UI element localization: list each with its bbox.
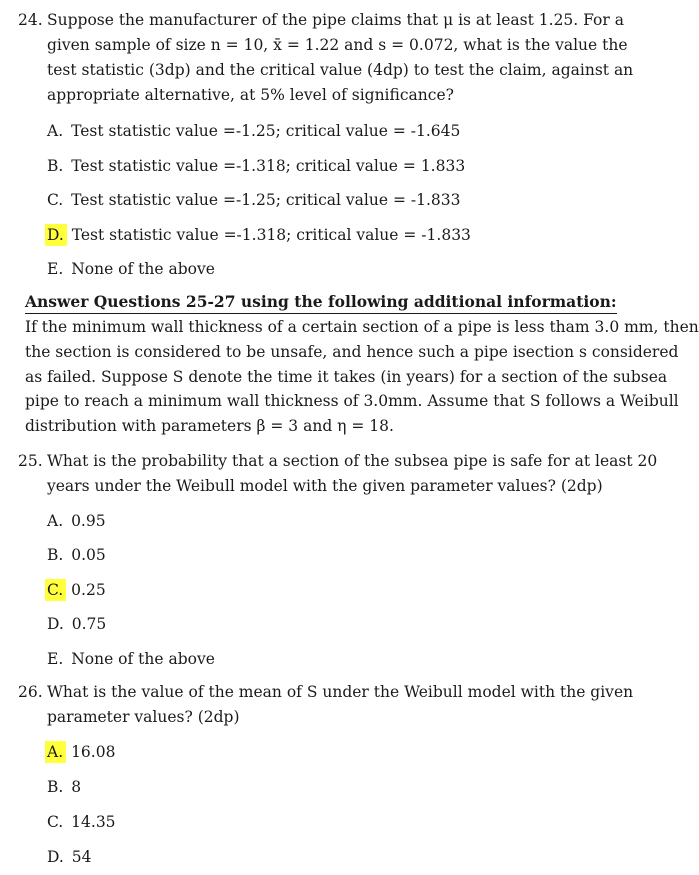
option-text: Test statistic value =-1.25; critical value = -1.833	[71, 191, 461, 209]
option-label: B.	[47, 778, 64, 796]
option-label: B.	[47, 546, 64, 564]
info-text-line: If the minimum wall thickness of a certain section of a pipe is less tham 3.0 mm, then	[25, 318, 699, 336]
info-text-line: as failed. Suppose S denote the time it takes (in years) for a section of the subsea	[25, 368, 668, 386]
info-heading: Answer Questions 25-27 using the following additional information:	[25, 292, 617, 314]
option-a[interactable]	[47, 120, 460, 142]
option-label: A.	[47, 512, 64, 530]
option-c[interactable]	[47, 579, 106, 601]
option-text: 54	[71, 848, 92, 866]
option-text: 0.95	[71, 512, 106, 530]
option-text: None of the above	[71, 650, 215, 668]
question-text-line: given sample of size n = 10, x̄ = 1.22 and s = 0.072, what is the value the	[47, 36, 628, 54]
question-text-line: Suppose the manufacturer of the pipe claims that μ is at least 1.25. For a	[47, 11, 624, 29]
option-e[interactable]	[47, 258, 215, 280]
option-label-highlighted: C.	[45, 579, 66, 601]
option-text: 0.05	[71, 546, 106, 564]
question-text-line: years under the Weibull model with the given parameter values? (2dp)	[47, 477, 603, 495]
option-label: E.	[47, 260, 64, 278]
option-text: Test statistic value =-1.318; critical value = -1.833	[71, 226, 471, 244]
option-b[interactable]	[47, 155, 465, 177]
option-label: D.	[47, 848, 64, 866]
option-d[interactable]	[47, 846, 91, 868]
option-text: 0.75	[71, 615, 107, 633]
info-text-line: pipe to reach a minimum wall thickness of 3.0mm. Assume that S follows a Weibull	[25, 392, 679, 410]
option-label: A.	[47, 122, 64, 140]
option-text: 8	[71, 778, 82, 796]
option-text: Test statistic value =-1.318; critical value = 1.833	[71, 157, 466, 175]
option-text: Test statistic value =-1.25; critical value = -1.645	[71, 122, 461, 140]
option-text: 0.25	[71, 581, 106, 599]
option-a[interactable]	[47, 510, 106, 532]
option-label: C.	[47, 191, 64, 209]
question-number: 25.	[18, 452, 43, 470]
option-e[interactable]	[47, 648, 215, 670]
option-d[interactable]	[47, 613, 106, 635]
option-text: None of the above	[71, 260, 215, 278]
question-text-line: parameter values? (2dp)	[47, 708, 240, 726]
question-text-line: What is the probability that a section of the subsea pipe is safe for at least 20	[47, 452, 658, 470]
option-b[interactable]	[47, 776, 81, 798]
option-label: B.	[47, 157, 64, 175]
option-label-highlighted: A.	[45, 741, 66, 763]
info-text-line: distribution with parameters β = 3 and η = 18.	[25, 417, 394, 435]
info-text-line: the section is considered to be unsafe, and hence such a pipe isection s considered	[25, 343, 679, 361]
option-c[interactable]	[47, 189, 460, 211]
option-c[interactable]	[47, 811, 116, 833]
option-label-highlighted: D.	[45, 224, 67, 246]
option-label: C.	[47, 813, 64, 831]
question-text-line: test statistic (3dp) and the critical value (4dp) to test the claim, against an	[47, 61, 634, 79]
option-text: 16.08	[71, 743, 116, 761]
question-text-line: appropriate alternative, at 5% level of significance?	[47, 86, 454, 104]
option-a[interactable]	[47, 741, 115, 763]
option-label: E.	[47, 650, 64, 668]
question-text-line: What is the value of the mean of S under the Weibull model with the given	[47, 683, 634, 701]
option-label: D.	[47, 615, 64, 633]
option-d[interactable]	[47, 224, 471, 246]
question-number: 26.	[18, 683, 43, 701]
option-b[interactable]	[47, 544, 106, 566]
question-number: 24.	[18, 11, 43, 29]
option-text: 14.35	[71, 813, 116, 831]
